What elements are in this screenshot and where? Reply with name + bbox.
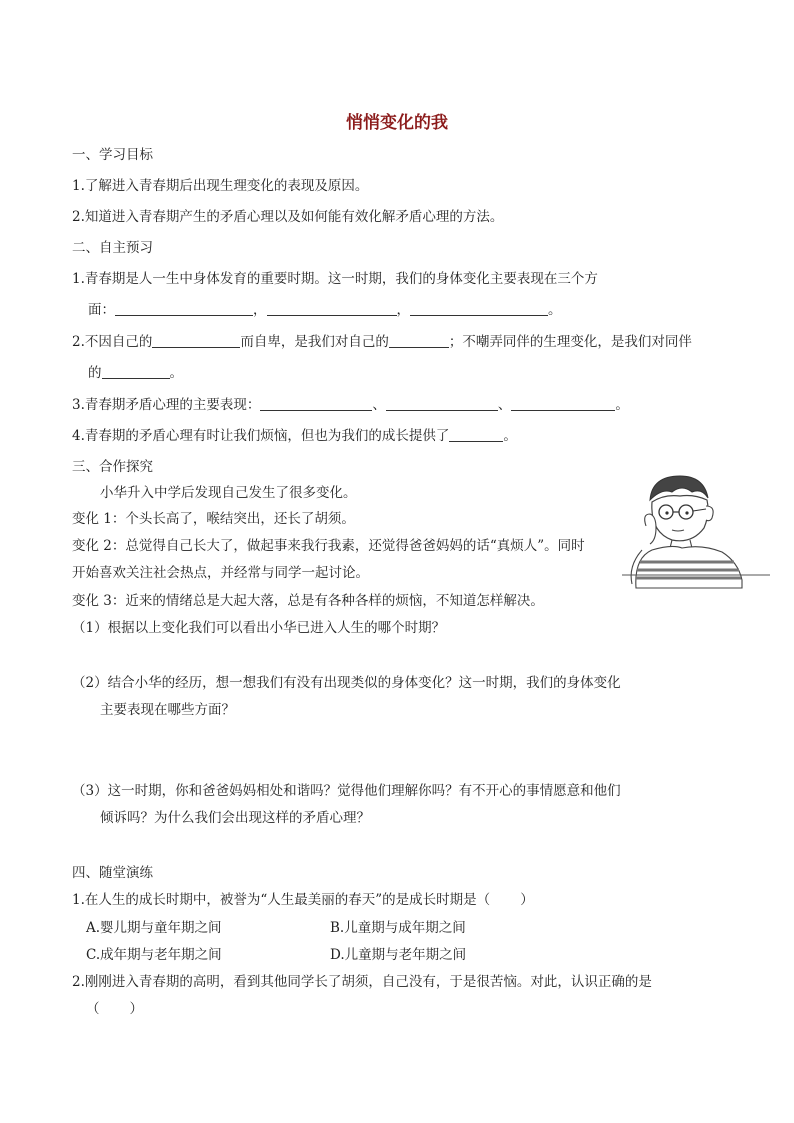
answer-blank[interactable]: [115, 301, 253, 316]
section-heading-practice: 四、随堂演练: [72, 865, 153, 881]
preview-q1-line1: 1.青春期是人一生中身体发育的重要时期。这一时期，我们的身体变化主要表现在三个方: [72, 271, 598, 287]
preview-q1-prefix: 面：: [88, 302, 115, 318]
objective-item-2: 2.知道进入青春期产生的矛盾心理以及如何能有效化解矛盾心理的方法。: [72, 209, 504, 225]
period: 。: [169, 365, 183, 381]
section-heading-objectives: 一、学习目标: [72, 147, 153, 163]
answer-blank[interactable]: [511, 396, 615, 411]
practice-q1-option-c: C.成年期与老年期之间: [86, 947, 222, 963]
explore-q1: （1）根据以上变化我们可以看出小华已进入人生的哪个时期？: [72, 620, 446, 636]
section-heading-preview: 二、自主预习: [72, 240, 153, 256]
practice-q2: 2.刚刚进入青春期的高明，看到其他同学长了胡须，自己没有，于是很苦恼。对此，认识正确的是: [72, 974, 652, 990]
close-paren: ）: [129, 1001, 143, 1017]
answer-blank[interactable]: [386, 396, 498, 411]
preview-q3-text: 3.青春期矛盾心理的主要表现：: [72, 397, 261, 413]
explore-intro: 小华升入中学后发现自己发生了很多变化。: [100, 485, 357, 501]
preview-q3: [72, 396, 629, 414]
comma: ，: [396, 302, 410, 318]
open-paren: （: [86, 1001, 100, 1017]
boy-thinking-illustration: [622, 470, 772, 590]
objective-item-1: 1.了解进入青春期后出现生理变化的表现及原因。: [72, 178, 369, 194]
preview-q4-text: 4.青春期的矛盾心理有时让我们烦恼，但也为我们的成长提供了: [72, 428, 450, 444]
preview-q2-part4: 的: [88, 365, 102, 381]
practice-q1-text: 1.在人生的成长时期中，被誉为“人生最美丽的春天”的是成长时期是（: [72, 892, 491, 908]
practice-q1-option-d: D.儿童期与老年期之间: [330, 947, 467, 963]
dunhao: 、: [497, 397, 512, 413]
explore-q3-line1: （3）这一时期，你和爸爸妈妈相处和谐吗？觉得他们理解你吗？有不开心的事情愿意和他们: [72, 783, 621, 799]
practice-q1-option-b: B.儿童期与成年期之间: [330, 920, 466, 936]
section-heading-explore: 三、合作探究: [72, 459, 153, 475]
change-2-line1: 变化 2：总觉得自己长大了，做起事来我行我素，还觉得爸爸妈妈的话“真烦人”。同时: [72, 538, 585, 554]
answer-blank[interactable]: [389, 333, 449, 348]
preview-q2-part1: 2.不因自己的: [72, 334, 153, 350]
explore-q3-line2: 倾诉吗？为什么我们会出现这样的矛盾心理？: [100, 810, 370, 826]
close-paren: ）: [520, 892, 534, 908]
explore-q2-line2: 主要表现在哪些方面？: [100, 702, 235, 718]
answer-blank[interactable]: [267, 301, 397, 316]
period: 。: [503, 428, 517, 444]
practice-q1-option-a: A.婴儿期与童年期之间: [86, 920, 222, 936]
period: 。: [615, 397, 629, 413]
preview-q2-part2: 而自卑，是我们对自己的: [240, 334, 389, 350]
practice-q2-answer: [86, 1000, 143, 1018]
answer-blank[interactable]: [102, 364, 170, 379]
preview-q2-part3: ；不嘲弄同伴的生理变化，是我们对同伴: [448, 334, 692, 350]
preview-q4: [72, 427, 517, 445]
answer-blank[interactable]: [260, 396, 372, 411]
answer-blank[interactable]: [152, 333, 240, 348]
page-title: 悄悄变化的我: [346, 113, 448, 133]
answer-blank[interactable]: [410, 301, 548, 316]
dunhao: 、: [372, 397, 386, 413]
explore-q2-line1: （2）结合小华的经历，想一想我们有没有出现类似的身体变化？这一时期，我们的身体变化: [72, 675, 621, 691]
change-3: 变化 3：近来的情绪总是大起大落，总是有各种各样的烦恼，不知道怎样解决。: [72, 593, 544, 609]
period: 。: [548, 302, 562, 318]
change-1: 变化 1：个头长高了，喉结突出，还长了胡须。: [72, 511, 355, 527]
preview-q2-line2: [88, 364, 183, 382]
change-2-line2: 开始喜欢关注社会热点，并经常与同学一起讨论。: [72, 565, 369, 581]
comma: ，: [253, 302, 267, 318]
answer-blank[interactable]: [449, 427, 503, 442]
preview-q2-line1: [72, 333, 692, 351]
preview-q1-line2: [88, 301, 562, 319]
practice-q1: [72, 891, 534, 909]
